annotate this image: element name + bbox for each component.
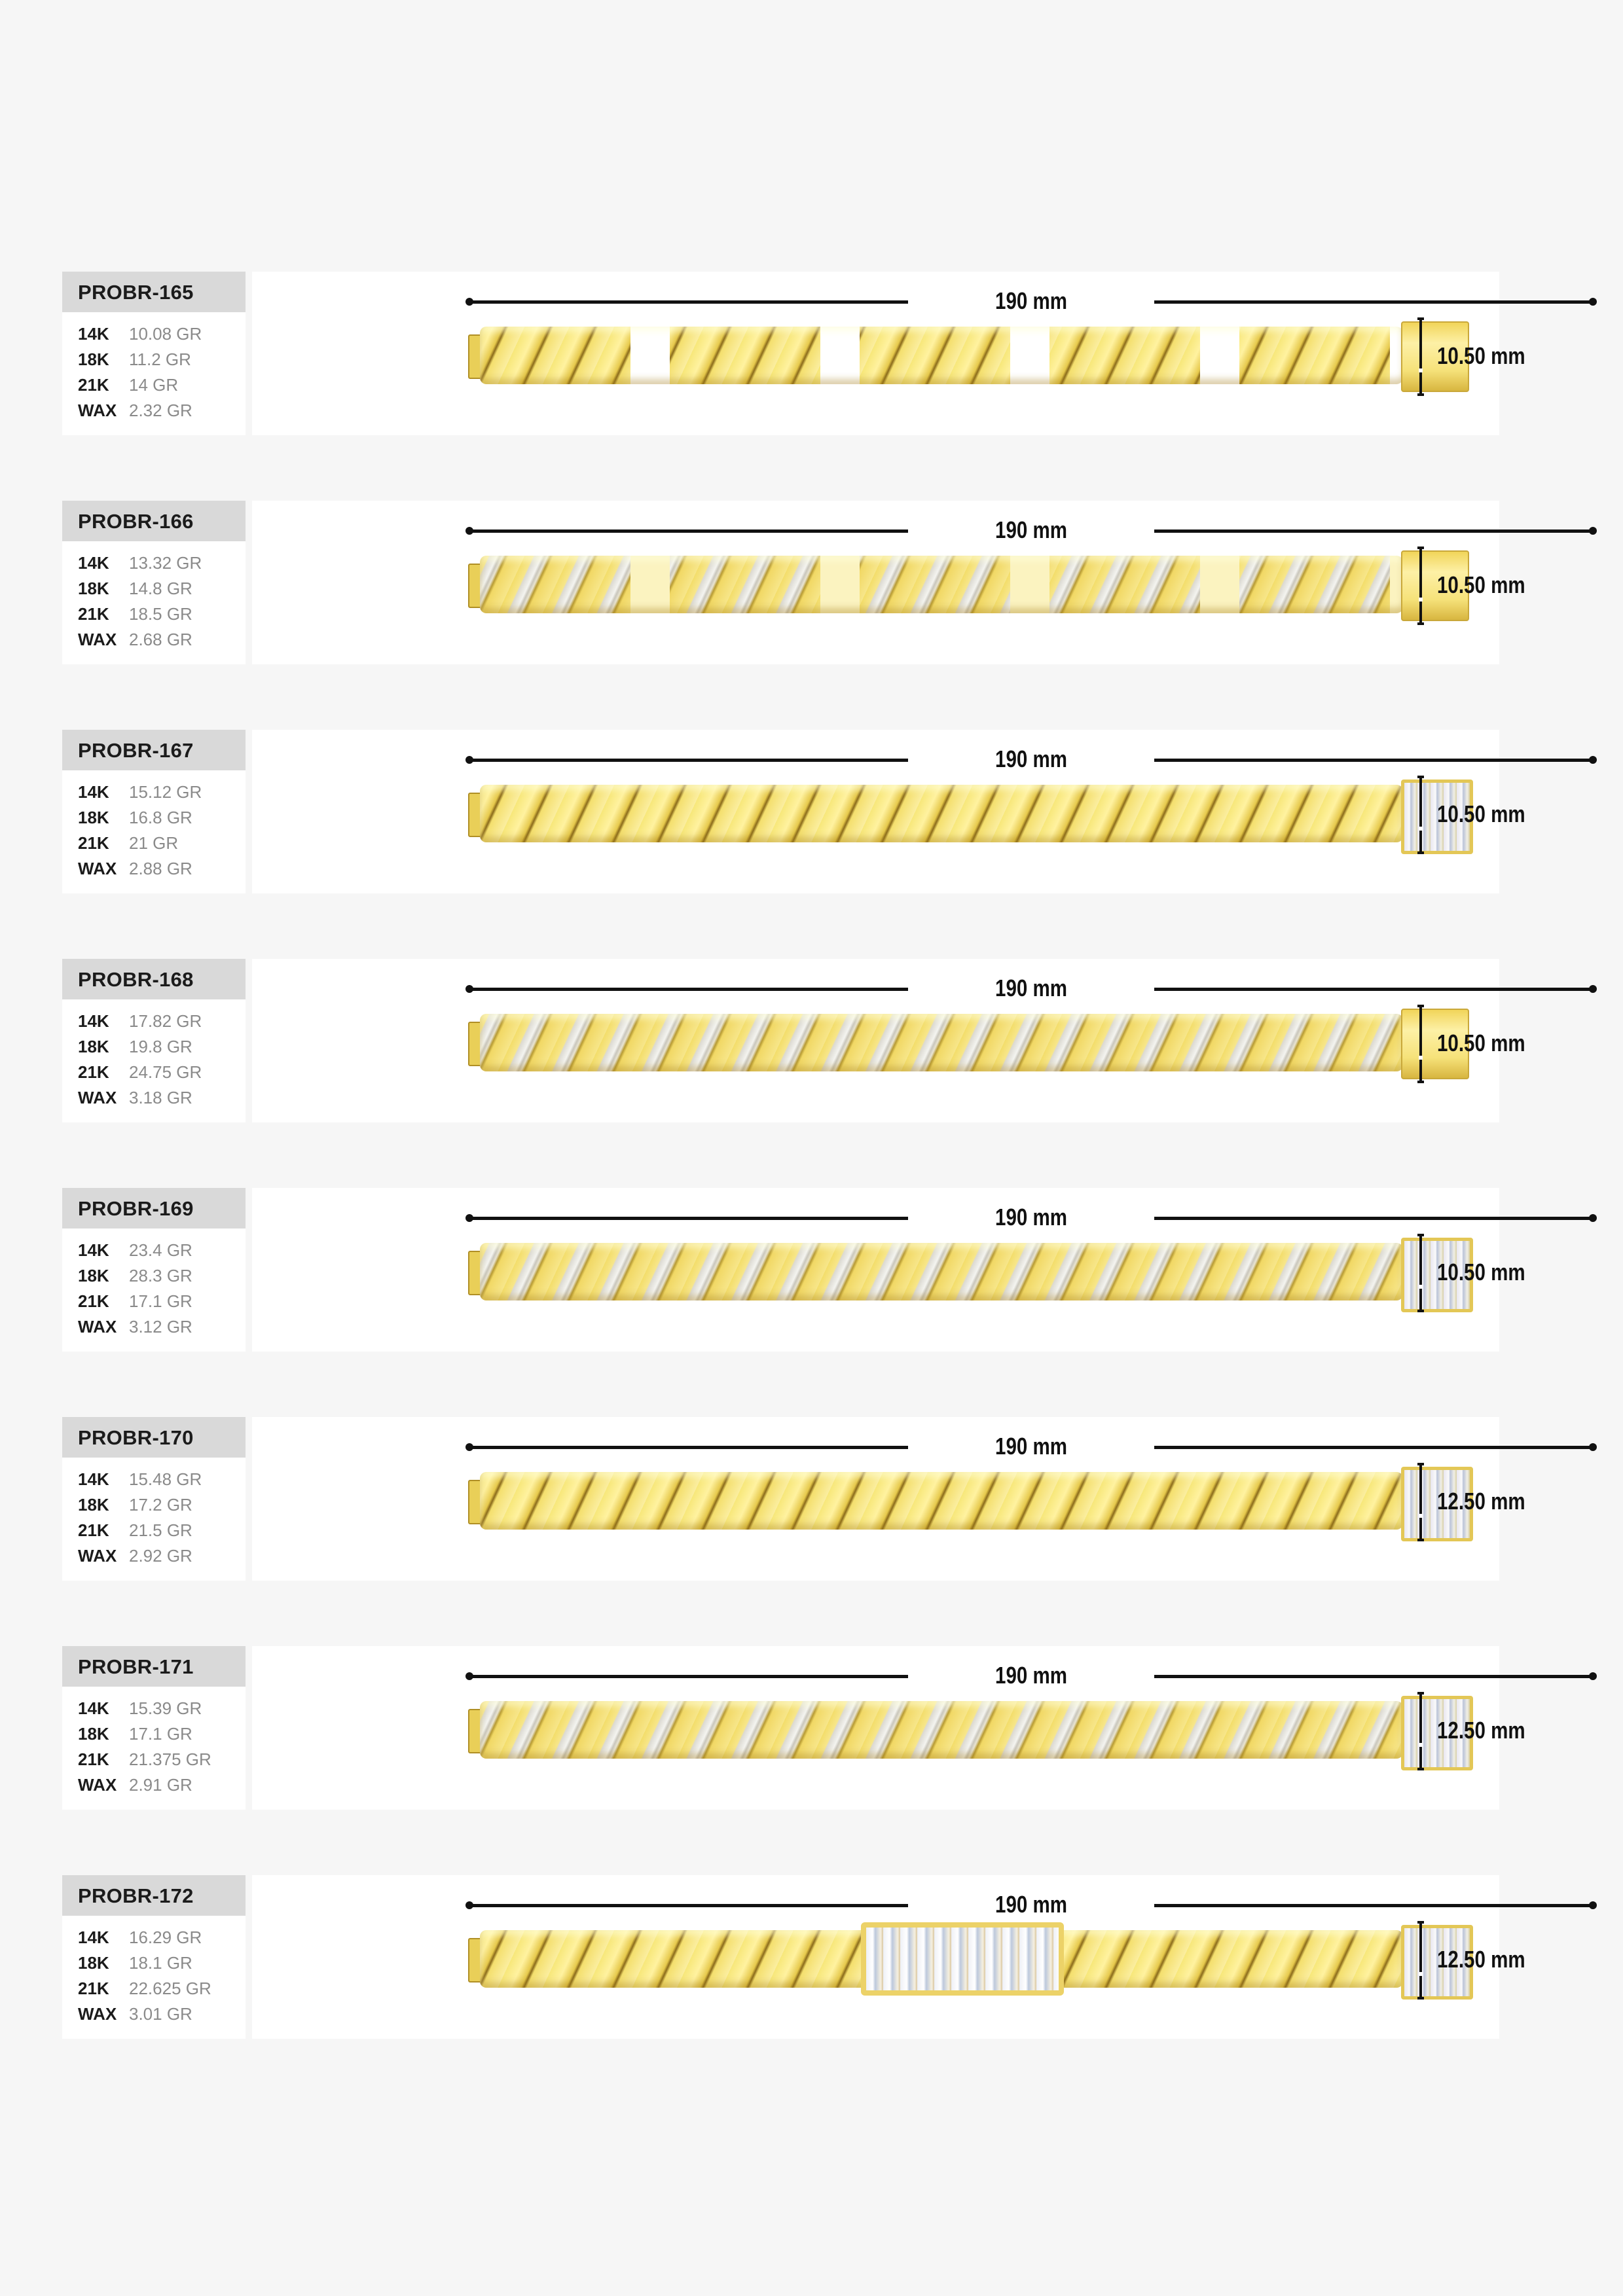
bracelet-image bbox=[468, 1925, 1470, 1993]
spec-panel bbox=[62, 1188, 246, 1352]
product-card bbox=[62, 1417, 1525, 1581]
karat-label: WAX bbox=[78, 1088, 117, 1107]
spec-panel bbox=[62, 1875, 246, 2039]
length-label: 190 mm bbox=[995, 745, 1067, 772]
weight-value: 23.4 GR bbox=[129, 1240, 192, 1260]
product-code-header bbox=[62, 272, 246, 312]
bracelet-view bbox=[252, 1417, 1525, 1581]
width-label: 10.50 mm bbox=[1437, 571, 1525, 598]
bracelet-view bbox=[252, 959, 1525, 1122]
weight-value: 14 GR bbox=[129, 375, 179, 395]
weight-row bbox=[78, 1085, 202, 1111]
length-label: 190 mm bbox=[995, 1891, 1067, 1918]
length-dimension bbox=[468, 516, 1594, 543]
karat-label: 21K bbox=[78, 604, 109, 624]
product-code-header bbox=[62, 959, 246, 999]
weight-value: 15.39 GR bbox=[129, 1698, 202, 1718]
karat-label: 14K bbox=[78, 1240, 109, 1260]
karat-label: WAX bbox=[78, 401, 117, 420]
product-code: PROBR-165 bbox=[78, 281, 194, 304]
weight-value: 18.5 GR bbox=[129, 604, 192, 624]
length-label: 190 mm bbox=[995, 1433, 1067, 1460]
chain-links bbox=[480, 1701, 1403, 1759]
pave-id-plaque-icon bbox=[861, 1922, 1064, 1996]
weight-table bbox=[78, 780, 202, 882]
karat-label: 14K bbox=[78, 1011, 109, 1031]
karat-label: 21K bbox=[78, 833, 109, 853]
product-code-header bbox=[62, 501, 246, 541]
weight-value: 2.68 GR bbox=[129, 630, 192, 649]
karat-label: 21K bbox=[78, 1749, 109, 1769]
weight-value: 24.75 GR bbox=[129, 1062, 202, 1082]
weight-row bbox=[78, 831, 202, 856]
arrow-end-icon bbox=[1589, 1443, 1597, 1451]
weight-row bbox=[78, 321, 202, 347]
bracelet-view bbox=[252, 1646, 1525, 1810]
weight-value: 11.2 GR bbox=[129, 350, 191, 369]
spec-panel bbox=[62, 1646, 246, 1810]
product-code: PROBR-168 bbox=[78, 968, 194, 991]
length-dimension bbox=[468, 287, 1594, 314]
spec-panel bbox=[62, 959, 246, 1122]
arrow-end-icon bbox=[465, 1214, 473, 1222]
length-label: 190 mm bbox=[995, 516, 1067, 543]
spec-panel bbox=[62, 272, 246, 435]
product-code-header bbox=[62, 1188, 246, 1229]
width-dimension-icon bbox=[1417, 1005, 1424, 1083]
weight-value: 2.91 GR bbox=[129, 1775, 192, 1795]
length-dimension bbox=[468, 1891, 1594, 1918]
bracelet-view bbox=[252, 501, 1525, 664]
weight-value: 21.375 GR bbox=[129, 1749, 211, 1769]
weight-value: 21.5 GR bbox=[129, 1520, 192, 1540]
weight-row bbox=[78, 1747, 211, 1772]
weight-row bbox=[78, 1263, 192, 1289]
weight-row bbox=[78, 347, 202, 372]
product-card bbox=[62, 959, 1525, 1122]
product-code: PROBR-166 bbox=[78, 510, 194, 533]
karat-label: 14K bbox=[78, 782, 109, 802]
chain-links bbox=[480, 1014, 1403, 1071]
spec-panel bbox=[62, 1417, 246, 1581]
weight-row bbox=[78, 1034, 202, 1060]
karat-label: 14K bbox=[78, 1928, 109, 1947]
arrow-end-icon bbox=[465, 1901, 473, 1909]
arrow-end-icon bbox=[465, 756, 473, 764]
length-dimension bbox=[468, 1662, 1594, 1689]
weight-row bbox=[78, 856, 202, 882]
weight-value: 17.2 GR bbox=[129, 1495, 192, 1515]
karat-label: 21K bbox=[78, 1062, 109, 1082]
product-card bbox=[62, 501, 1525, 664]
karat-label: 21K bbox=[78, 1291, 109, 1311]
bracelet-view bbox=[252, 1875, 1525, 2039]
width-dimension-icon bbox=[1417, 1234, 1424, 1312]
karat-label: 21K bbox=[78, 1979, 109, 1998]
spec-panel bbox=[62, 501, 246, 664]
length-dimension bbox=[468, 745, 1594, 772]
width-dimension-icon bbox=[1417, 1463, 1424, 1541]
weight-row bbox=[78, 805, 202, 831]
arrow-end-icon bbox=[1589, 756, 1597, 764]
bracelet-image bbox=[468, 1467, 1470, 1535]
weight-value: 15.48 GR bbox=[129, 1469, 202, 1489]
karat-label: 21K bbox=[78, 1520, 109, 1540]
karat-label: 21K bbox=[78, 375, 109, 395]
width-label: 12.50 mm bbox=[1437, 1488, 1525, 1515]
weight-value: 3.12 GR bbox=[129, 1317, 192, 1336]
length-dimension bbox=[468, 1433, 1594, 1460]
weight-value: 22.625 GR bbox=[129, 1979, 211, 1998]
product-card bbox=[62, 1646, 1525, 1810]
product-card bbox=[62, 272, 1525, 435]
product-code-header bbox=[62, 1417, 246, 1458]
weight-value: 16.29 GR bbox=[129, 1928, 202, 1947]
product-card bbox=[62, 730, 1525, 893]
product-card bbox=[62, 1188, 1525, 1352]
width-dimension-icon bbox=[1417, 1921, 1424, 2000]
karat-label: 18K bbox=[78, 579, 109, 598]
chain-links bbox=[480, 785, 1403, 842]
product-card bbox=[62, 1875, 1525, 2039]
karat-label: 18K bbox=[78, 350, 109, 369]
chain-links bbox=[480, 1243, 1403, 1300]
karat-label: WAX bbox=[78, 2004, 117, 2024]
arrow-end-icon bbox=[1589, 1672, 1597, 1680]
weight-row bbox=[78, 1238, 192, 1263]
weight-row bbox=[78, 780, 202, 805]
weight-value: 3.18 GR bbox=[129, 1088, 192, 1107]
bracelet-view bbox=[252, 1188, 1525, 1352]
karat-label: 18K bbox=[78, 1037, 109, 1056]
weight-table bbox=[78, 1009, 202, 1111]
karat-label: 14K bbox=[78, 1469, 109, 1489]
weight-table bbox=[78, 1238, 192, 1340]
arrow-end-icon bbox=[465, 527, 473, 535]
product-code: PROBR-170 bbox=[78, 1426, 194, 1449]
karat-label: WAX bbox=[78, 859, 117, 878]
weight-row bbox=[78, 1518, 202, 1543]
arrow-end-icon bbox=[1589, 298, 1597, 306]
weight-row bbox=[78, 1289, 192, 1314]
bracelet-image bbox=[468, 780, 1470, 848]
bracelet-view bbox=[252, 272, 1525, 435]
chain-links bbox=[480, 327, 1403, 384]
karat-label: 14K bbox=[78, 1698, 109, 1718]
bracelet-image bbox=[468, 321, 1470, 389]
weight-table bbox=[78, 550, 202, 653]
width-dimension-icon bbox=[1417, 547, 1424, 625]
width-label: 10.50 mm bbox=[1437, 800, 1525, 827]
length-label: 190 mm bbox=[995, 975, 1067, 1001]
weight-table bbox=[78, 1925, 211, 2027]
bracelet-view bbox=[252, 730, 1525, 893]
karat-label: 18K bbox=[78, 1266, 109, 1285]
product-code-header bbox=[62, 1646, 246, 1687]
weight-row bbox=[78, 1314, 192, 1340]
weight-row bbox=[78, 1721, 211, 1747]
karat-label: WAX bbox=[78, 630, 117, 649]
karat-label: 18K bbox=[78, 808, 109, 827]
weight-row bbox=[78, 372, 202, 398]
bracelet-image bbox=[468, 1238, 1470, 1306]
karat-label: WAX bbox=[78, 1317, 117, 1336]
width-label: 12.50 mm bbox=[1437, 1946, 1525, 1973]
weight-value: 15.12 GR bbox=[129, 782, 202, 802]
weight-row bbox=[78, 1976, 211, 2001]
karat-label: 18K bbox=[78, 1724, 109, 1744]
weight-row bbox=[78, 1009, 202, 1034]
weight-value: 21 GR bbox=[129, 833, 179, 853]
weight-table bbox=[78, 321, 202, 423]
chain-links bbox=[480, 556, 1403, 613]
weight-row bbox=[78, 1925, 211, 1950]
arrow-end-icon bbox=[1589, 985, 1597, 993]
weight-row bbox=[78, 601, 202, 627]
width-label: 10.50 mm bbox=[1437, 1259, 1525, 1285]
length-dimension bbox=[468, 1204, 1594, 1230]
spec-panel bbox=[62, 730, 246, 893]
weight-value: 3.01 GR bbox=[129, 2004, 192, 2024]
arrow-end-icon bbox=[465, 298, 473, 306]
weight-value: 17.1 GR bbox=[129, 1724, 192, 1744]
weight-value: 19.8 GR bbox=[129, 1037, 192, 1056]
karat-label: 18K bbox=[78, 1495, 109, 1515]
karat-label: 18K bbox=[78, 1953, 109, 1973]
weight-row bbox=[78, 1467, 202, 1492]
karat-label: 14K bbox=[78, 324, 109, 344]
weight-row bbox=[78, 398, 202, 423]
arrow-end-icon bbox=[1589, 1901, 1597, 1909]
weight-row bbox=[78, 1543, 202, 1569]
bracelet-image bbox=[468, 550, 1470, 619]
weight-row bbox=[78, 1772, 211, 1798]
karat-label: WAX bbox=[78, 1775, 117, 1795]
weight-value: 2.32 GR bbox=[129, 401, 192, 420]
weight-value: 18.1 GR bbox=[129, 1953, 192, 1973]
weight-table bbox=[78, 1696, 211, 1798]
width-dimension-icon bbox=[1417, 317, 1424, 396]
weight-row bbox=[78, 1696, 211, 1721]
weight-row bbox=[78, 1950, 211, 1976]
length-label: 190 mm bbox=[995, 287, 1067, 314]
width-dimension-icon bbox=[1417, 1692, 1424, 1770]
bracelet-image bbox=[468, 1696, 1470, 1764]
product-code: PROBR-169 bbox=[78, 1197, 194, 1220]
weight-value: 2.88 GR bbox=[129, 859, 192, 878]
weight-table bbox=[78, 1467, 202, 1569]
product-code-header bbox=[62, 730, 246, 770]
product-code: PROBR-167 bbox=[78, 739, 194, 762]
product-code: PROBR-172 bbox=[78, 1884, 194, 1907]
weight-row bbox=[78, 627, 202, 653]
arrow-end-icon bbox=[465, 1672, 473, 1680]
length-label: 190 mm bbox=[995, 1662, 1067, 1689]
weight-value: 28.3 GR bbox=[129, 1266, 192, 1285]
karat-label: 14K bbox=[78, 553, 109, 573]
weight-row bbox=[78, 2001, 211, 2027]
length-dimension bbox=[468, 975, 1594, 1001]
weight-row bbox=[78, 1492, 202, 1518]
arrow-end-icon bbox=[465, 985, 473, 993]
karat-label: WAX bbox=[78, 1546, 117, 1566]
weight-value: 16.8 GR bbox=[129, 808, 192, 827]
width-label: 10.50 mm bbox=[1437, 342, 1525, 369]
weight-row bbox=[78, 1060, 202, 1085]
arrow-end-icon bbox=[465, 1443, 473, 1451]
product-code: PROBR-171 bbox=[78, 1655, 194, 1678]
weight-value: 2.92 GR bbox=[129, 1546, 192, 1566]
bracelet-image bbox=[468, 1009, 1470, 1077]
chain-links bbox=[480, 1472, 1403, 1530]
length-label: 190 mm bbox=[995, 1204, 1067, 1230]
arrow-end-icon bbox=[1589, 527, 1597, 535]
width-dimension-icon bbox=[1417, 776, 1424, 854]
weight-value: 17.82 GR bbox=[129, 1011, 202, 1031]
weight-value: 14.8 GR bbox=[129, 579, 192, 598]
weight-row bbox=[78, 576, 202, 601]
weight-row bbox=[78, 550, 202, 576]
width-label: 12.50 mm bbox=[1437, 1717, 1525, 1744]
weight-value: 13.32 GR bbox=[129, 553, 202, 573]
weight-value: 17.1 GR bbox=[129, 1291, 192, 1311]
width-label: 10.50 mm bbox=[1437, 1030, 1525, 1056]
product-code-header bbox=[62, 1875, 246, 1916]
weight-value: 10.08 GR bbox=[129, 324, 202, 344]
arrow-end-icon bbox=[1589, 1214, 1597, 1222]
